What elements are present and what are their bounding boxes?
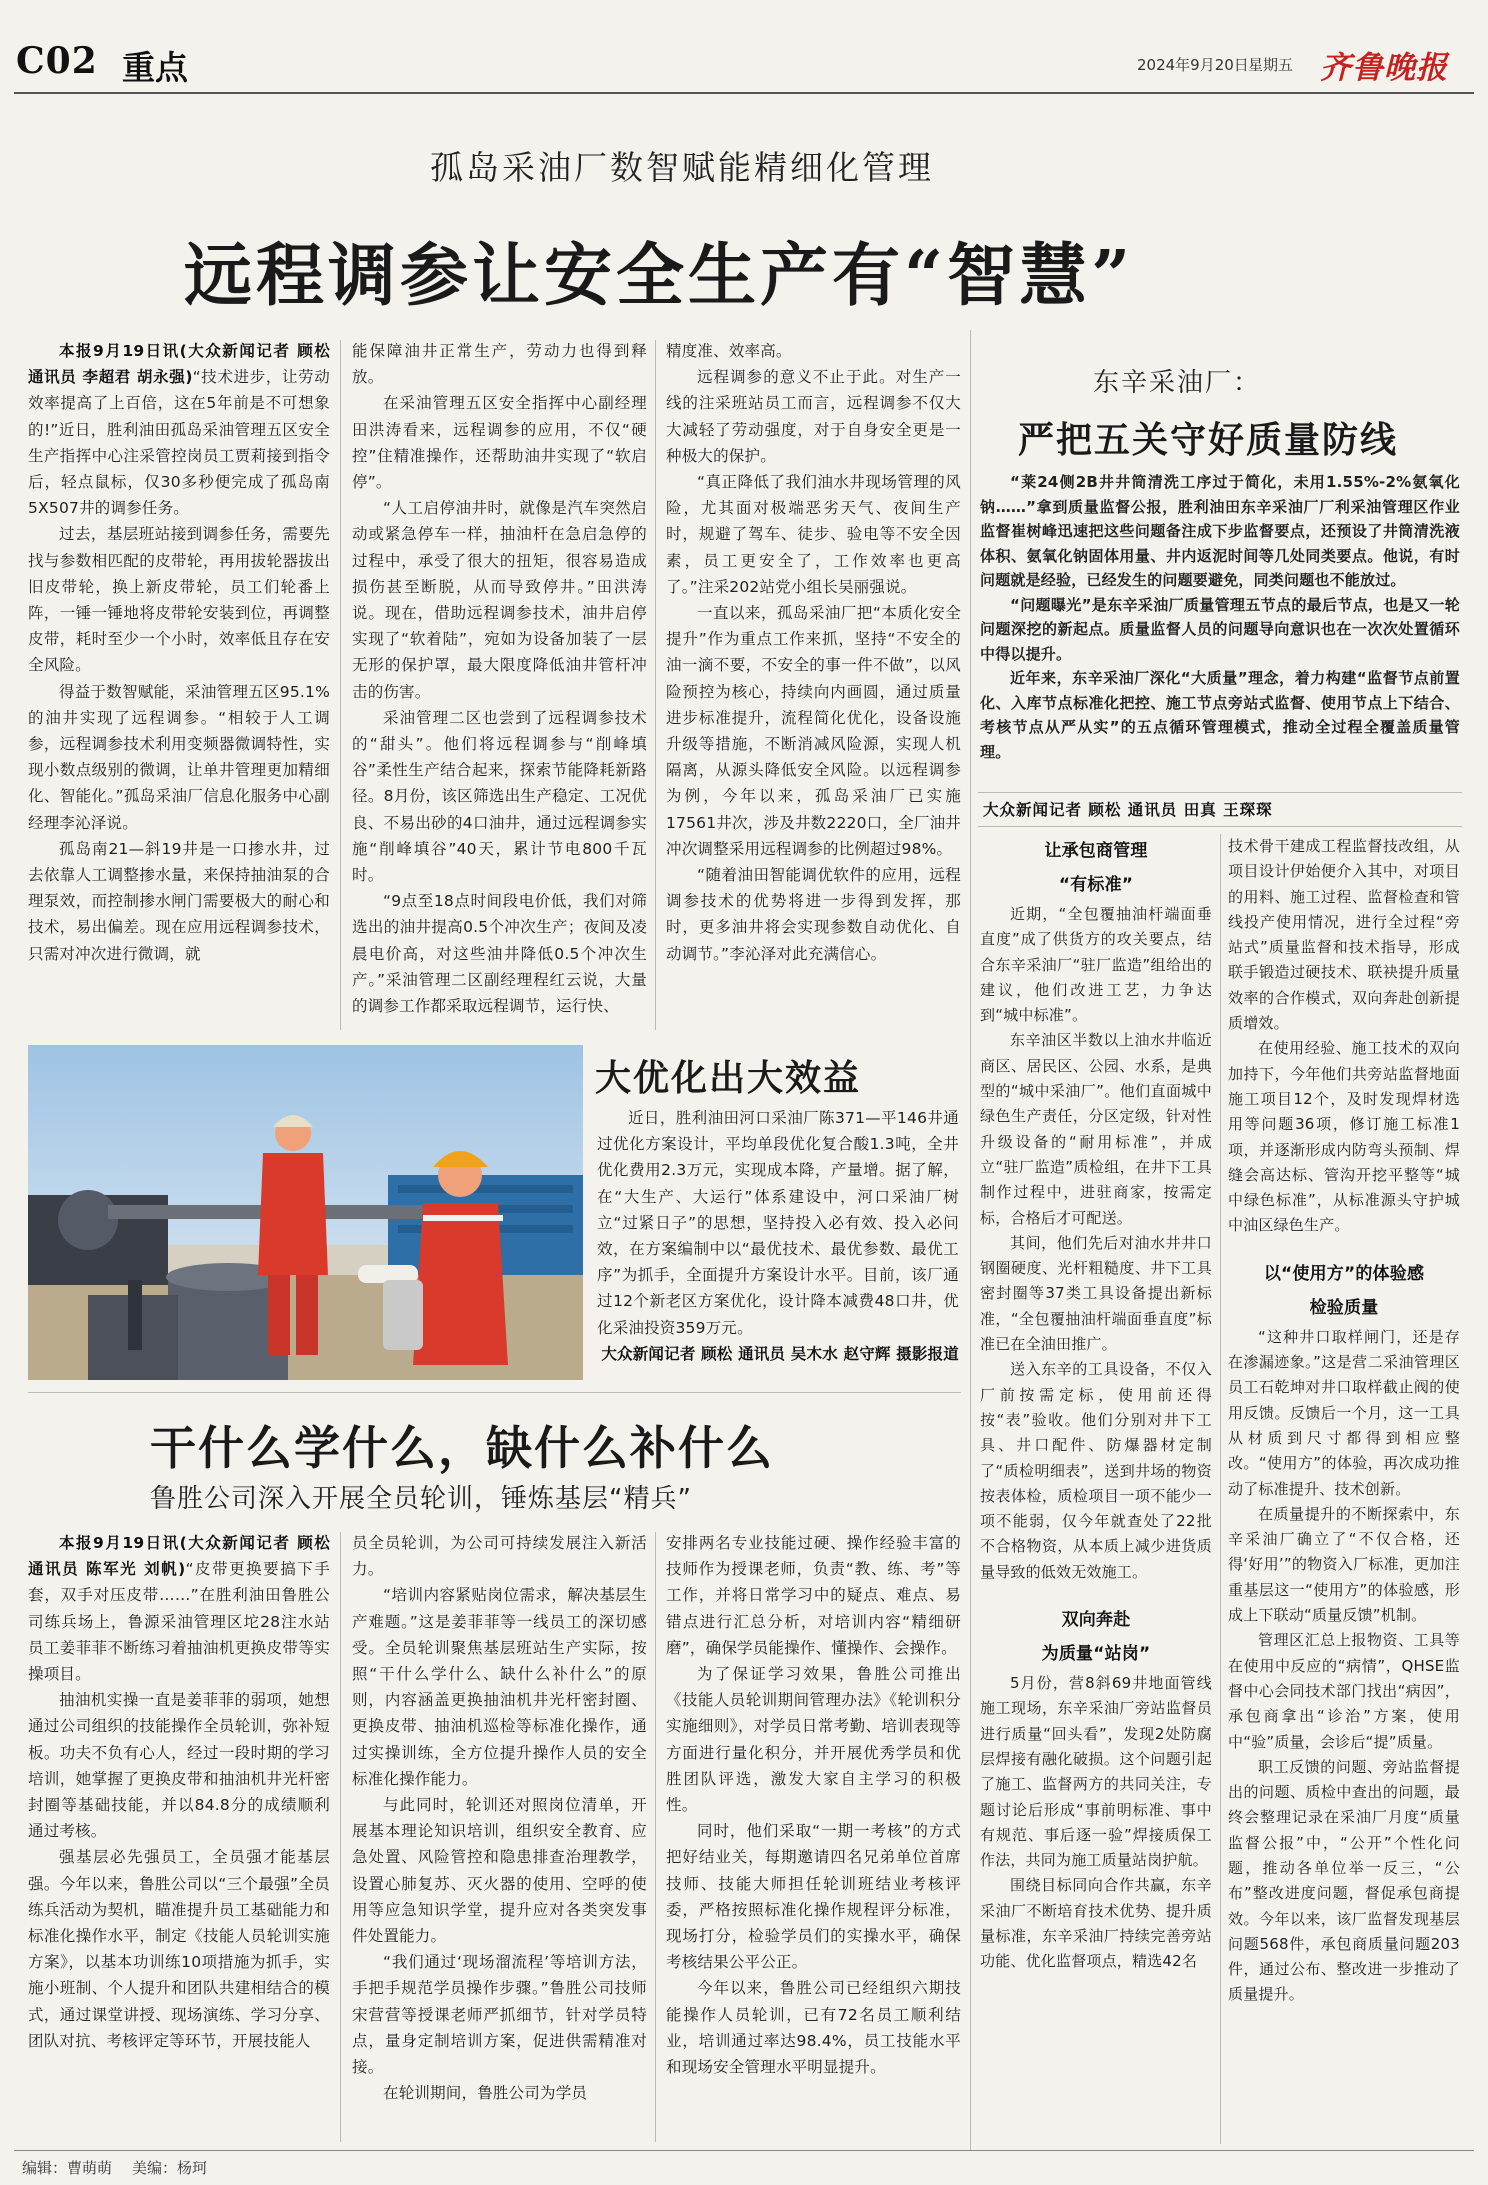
article1-col2: 能保障油井正常生产，劳动力也得到释放。 在采油管理五区安全指挥中心副经理田洪涛看来，远程调参的应用，不仅“硬控”住精准操作，还帮助油井实现了“软启停”。 “人工启停油井时，就像是汽车突然启动或紧急停车一样，抽油杆在急启急停的过程中，承受了很大的扭矩，很容易造成损伤甚至断脱，从而导致停井。”田洪涛说。现在，借助远程调参技术，油井启停实现了“软着陆”，宛如为设备加装了一层无形的保护罩，最大限度降低油井管杆冲击的伤害。 采油管理二区也尝到了远程调参技术的“甜头”。他们将远程调参与“削峰填谷”柔性生产结合起来，探索节能降耗新路径。8月份，该区筛选出生产稳定、工况优良、不易出砂的4口油井，通过远程调参实施“削峰填谷”40天，累计节电800千瓦时。 “9点至18点时间段电价低，我们对筛选出的油井提高0.5个冲次生产；夜间及凌晨电价高，对这些油井降低0.5个冲次生产。”采油管理二区副经理程红云说，大量的调参工作都采取远程调节，运行快、 — [352, 342, 647, 1016]
footer-rule — [14, 2150, 1474, 2151]
header-rule — [14, 92, 1474, 94]
article1-headline: 远程调参让安全生产有“智慧” — [184, 236, 1135, 316]
article2-headline: 大优化出大效益 — [595, 1057, 862, 1099]
article4-kicker: 东辛采油厂： — [1093, 368, 1262, 398]
rule — [970, 330, 971, 2150]
article3-col1: 本报9月19日讯(大众新闻记者 顾松 通讯员 陈军光 刘帆)“皮带更换要搞下手套，双手对压皮带……”在胜利油田鲁胜公司练兵场上，鲁源采油管理区坨28注水站员工姜菲菲不断练习着抽油机更换皮带等实操项目。 抽油机实操一直是姜菲菲的弱项，她想通过公司组织的技能操作全员轮训，弥补短板。功夫不负有心人，经过一段时期的学习培训，她掌握了更换皮带和抽油机井光杆密封圈等基础技能，并以84.8分的成绩顺利通过考核。 强基层必先强员工，全员强才能基层强。今年以来，鲁胜公司以“三个最强”全员练兵活动为契机，瞄准提升员工基础能力和标准化操作水平，制定《技能人员轮训实施方案》，以基本功训练10项措施为抓手，实施小班制、个人提升和团队共建相结合的模式，通过课堂讲授、现场演练、学习分享、团队对抗、考核评定等环节，开展技能人 — [28, 1534, 331, 2050]
page-code: C02 — [16, 40, 98, 82]
rule — [978, 826, 1462, 827]
rule — [655, 1532, 656, 2142]
footer-editor: 编辑：曹萌萌 — [22, 2159, 113, 2177]
article3-col3: 安排两名专业技能过硬、操作经验丰富的技师作为授课老师，负责“教、练、考”等工作，并将日常学习中的疑点、难点、易错点进行汇总分析，对培训内容“精细研磨”，确保学员能操作、懂操作、会操作。 为了保证学习效果，鲁胜公司推出《技能人员轮训期间管理办法》《轮训积分实施细则》，对学员日常考勤、培训表现等方面进行量化积分，并开展优秀学员和优胜团队评选，激发大家自主学习的积极性。 同时，他们采取“一期一考核”的方式把好结业关，每期邀请四名兄弟单位首席技师、技能大师担任轮训班结业考核评委，严格按照标准化操作规程评分标准，现场打分，检验学员们的实操水平，确保考核结果公平公正。 今年以来，鲁胜公司已经组织六期技能操作人员轮训，已有72名员工顺利结业，培训通过率达98.4%，员工技能水平和现场安全管理水平明显提升。 — [666, 1534, 961, 2077]
sub2-title: 双向奔赴 为质量“站岗” — [1041, 1610, 1151, 1665]
rule — [340, 340, 341, 1030]
paper-masthead: 齐鲁晚报 — [1320, 50, 1448, 86]
article4-intro: “莱24侧2B井井筒清洗工序过于简化，未用1.55%-2%氨氧化钠……”拿到质量监督公报，胜利油田东辛采油厂厂利采油管理区作业监督崔树峰迅速把这些问题备注成下步监督要点，还预设了井筒清洗液体积、氨氧化钠固体用量、井内返泥时间等几处同类要点。他说，有时问题就是经验，已经发生的问题要避免，同类问题也不能放过。 “问题曝光”是东辛采油厂质量管理五节点的最后节点，也是又一轮问题深挖的新起点。质量监督人员的问题导向意识也在一次次处置循环中得以提升。 近年来，东辛采油厂深化“大质量”理念，着力构建“监督节点前置化、入库节点标准化把控、施工节点旁站式监督、使用节点上下结合、考核节点从严从实”的五点循环管理模式，推动全过程全覆盖质量管理。 — [980, 473, 1460, 761]
rule — [655, 340, 656, 1030]
issue-date: 2024年9月20日 — [1137, 56, 1249, 74]
article4-left-col: 让承包商管理 “有标准” 近期，“全包覆抽油杆端面垂直度”成了供货方的攻关要点，结合东辛采油厂“驻厂监造”组给出的建议，他们改进工艺，力争达到“城中标准”。 东辛油区半数以上油水井临近商区、居民区、公园、水系，是典型的“城中采油厂”。他们直面城中绿色生产责任，分区定级，针对性升级设备的“耐用标准”，并成立“驻厂监造”质检组，在井下工具制作过程中，进驻商家，按需定标，合格后才可配送。 其间，他们先后对油水井井口钢圈硬度、光杆粗糙度、井下工具密封圈等37类工具设备提出新标准，“全包覆抽油杆端面垂直度”标准已在全油田推广。 送入东辛的工具设备，不仅入厂前按需定标，使用前还得按“表”验收。他们分别对井下工具、井口配件、防爆器材定制了“质检明细表”，送到井场的物资按表体检，质检项目一项不能少一项不能弱，仅今年就查处了22批不合格物资，从本质上减少进货质量导致的低效无效施工。 双向奔赴 为质量“站岗” 5月份，营8斜69井地面管线施工现场，东辛采油厂旁站监督员进行质量“回头看”，发现2处防腐层焊接有融化破损。这个问题引起了施工、监督两方的共同关注，专题讨论后形成“事前明标准、事中有规范、事后逐一验”焊接质保工作法，共同为施工质量站岗护航。 围绕目标同向合作共赢，东辛采油厂不断培育技术优势、提升质量标准，东辛采油厂持续完善旁站功能、优化监督项点，精选42名 — [980, 834, 1212, 1975]
article4-headline: 严把五关守好质量防线 — [1018, 419, 1399, 461]
article3-col2: 员全员轮训，为公司可持续发展注入新活力。 “培训内容紧贴岗位需求，解决基层生产难题。”这是姜菲菲等一线员工的深切感受。全员轮训聚焦基层班站生产实际，按照“干什么学什么、缺什么补什么”的原则，内容涵盖更换抽油机井光杆密封圈、更换皮带、抽油机巡检等标准化操作，通过实操训练，全方位提升操作人员的安全标准化操作能力。 与此同时，轮训还对照岗位清单，开展基本理论知识培训，组织安全教育、应急处置、风险管控和隐患排查治理教学，设置心肺复苏、灭火器的使用、空呼的使用等应急知识学堂，提升应对各类突发事件处置能力。 “我们通过‘现场溜流程’等培训方法，手把手规范学员操作步骤。”鲁胜公司技师宋营营等授课老师严抓细节，针对学员特点，量身定制培训方案，促进供需精准对接。 在轮训期间，鲁胜公司为学员 — [352, 1534, 647, 2103]
article4-byline: 大众新闻记者 顾松 通讯员 田真 王琛琛 — [983, 801, 1273, 819]
issue-weekday: 星期五 — [1248, 56, 1294, 74]
sub1-title: 让承包商管理 “有标准” — [1044, 841, 1148, 895]
rule — [1220, 834, 1221, 2144]
article1-kicker: 孤岛采油厂数智赋能精细化管理 — [430, 148, 934, 187]
article2-body: 近日，胜利油田河口采油厂陈371—平146井通过优化方案设计，平均单段优化复合酸1.3吨，全井优化费用2.3万元，实现成本降，产量增。据了解，在“大生产、大运行”体系建设中，河口采油厂树立“过紧日子”的思想，坚持投入必有效、投入必问效，在方案编制中以“最优技术、最优参数、最优工序”为抓手，全面提升方案设计水平。目前，该厂通过12个新老区方案优化，设计降本减费48口井，优化采油投资359万元。 大众新闻记者 顾松 通讯员 吴木水 赵守辉 摄影报道 — [597, 1105, 959, 1367]
article1-col3: 精度准、效率高。 远程调参的意义不止于此。对生产一线的注采班站员工而言，远程调参不仅大大减轻了劳动强度，对于自身安全更是一种极大的保护。 “真正降低了我们油水井现场管理的风险，尤其面对极端恶劣天气、夜间生产时，规避了驾车、徒步、验电等不安全因素，员工更安全了，工作效率也更高了。”注采202站党小组长吴丽强说。 一直以来，孤岛采油厂把“本质化安全提升”作为重点工作来抓，坚持“不安全的油一滴不要，不安全的事一件不做”，以风险预控为核心，持续向内画圆，通过质量进步标准提升，流程简化优化，设备设施升级等措施，不断消减风险源，实现人机隔离，从源头降低安全风险。以远程调参为例，今年以来，孤岛采油厂已实施17561井次，涉及井数2220口，全厂油井冲次调整采用远程调参的比例超过98%。 “随着油田智能调优软件的应用，远程调参技术的优势将进一步得到发挥，那时，更多油井将会实现参数自动优化、自动调节。”李沁泽对此充满信心。 — [666, 342, 961, 963]
article3-byline: 本报9月19日讯(大众新闻记者 顾松 通讯员 陈军光 刘帆) — [28, 1534, 330, 1579]
article3-subheadline: 鲁胜公司深入开展全员轮训，锤炼基层“精兵” — [150, 1484, 692, 1514]
sub3-title: 以“使用方”的体验感 检验质量 — [1263, 1263, 1425, 1318]
article3-headline: 干什么学什么，缺什么补什么 — [150, 1421, 774, 1475]
section-name: 重点 — [122, 48, 188, 87]
page-header — [0, 0, 1488, 92]
rule — [340, 1532, 341, 2142]
oilfield-workers-photo — [28, 1045, 583, 1380]
article1-byline: 本报9月19日讯(大众新闻记者 顾松 通讯员 李超君 胡永强) — [28, 342, 330, 387]
photo-illustration — [28, 1045, 583, 1380]
article4-right-col: 技术骨干建成工程监督技改组，从项目设计伊始便介入其中，对项目的用料、施工过程、监督检查和管线投产使用情况，进行全过程“旁站式”质量监督和技术指导，形成联手锻造过硬技术、联袂提升质量效率的合作模式，双向奔赴创新提质增效。 在使用经验、施工技术的双向加持下，今年他们共旁站监督地面施工项目12个，及时发现焊材选用等问题36项，修订施工标准1项，并逐渐形成内防弯头预制、焊缝会高达标、管沟开挖平整等“城中绿色标准”，从标准源头守护城中油区绿色生产。 以“使用方”的体验感 检验质量 “这种井口取样闸门，还是存在渗漏迹象。”这是营二采油管理区员工石乾坤对井口取样截止阀的使用反馈。反馈后一个月，这一工具从材质到尺寸都得到相应整改。“使用方”的体验，再次成功推动了标准提升、技术创新。 在质量提升的不断探索中，东辛采油厂确立了“不仅合格，还得‘好用’”的物资入厂标准，更加注重基层这一“使用方”的体验感，形成上下联动“质量反馈”机制。 管理区汇总上报物资、工具等在使用中反应的“病情”，QHSE监督中心会同技术部门找出“病因”，承包商拿出“诊治”方案，使用中“验”质量，会诊后“提”质量。 职工反馈的问题、旁站监督提出的问题、质检中查出的问题，最终会整理记录在采油厂月度“质量监督公报”中，“公开”个性化问题，推动各单位举一反三，“公布”整改进度问题，督促承包商提效。今年以来，该厂监督发现基层问题568件，承包商质量问题203件，通过公布、整改进一步推动了质量提升。 — [1228, 837, 1460, 2004]
article1-col1: 本报9月19日讯(大众新闻记者 顾松 通讯员 李超君 胡永强)“技术进步，让劳动效率提高了上百倍，这在5年前是不可想象的!”近日，胜利油田孤岛采油管理五区安全生产指挥中心注采管控岗员工贾莉接到指令后，轻点鼠标，仅30多秒便完成了孤岛南5X507井的调参任务。 过去，基层班站接到调参任务，需要先找与参数相匹配的皮带轮，再用拔轮器拔出旧皮带轮，换上新皮带轮，员工们轮番上阵，一锤一锤地将皮带轮安装到位，再调整皮带，耗时至少一个小时，效率低且存在安全风险。 得益于数智赋能，采油管理五区95.1%的油井实现了远程调参。“相较于人工调参，远程调参技术利用变频器微调特性，实现小数点级别的微调，让单井管理更加精细化、智能化。”孤岛采油厂信息化服务中心副经理李沁泽说。 孤岛南21—斜19井是一口掺水井，过去依靠人工调整掺水量，来保持抽油泵的合理泵效，而控制掺水闸门需要极大的耐心和技术，易出偏差。现在应用远程调参技术，只需对冲次进行微调，就 — [28, 342, 330, 963]
footer-designer: 美编：杨珂 — [132, 2159, 208, 2177]
article2-byline: 大众新闻记者 顾松 通讯员 吴木水 赵守辉 摄影报道 — [601, 1344, 959, 1363]
rule — [978, 792, 1462, 793]
rule — [28, 1392, 961, 1393]
